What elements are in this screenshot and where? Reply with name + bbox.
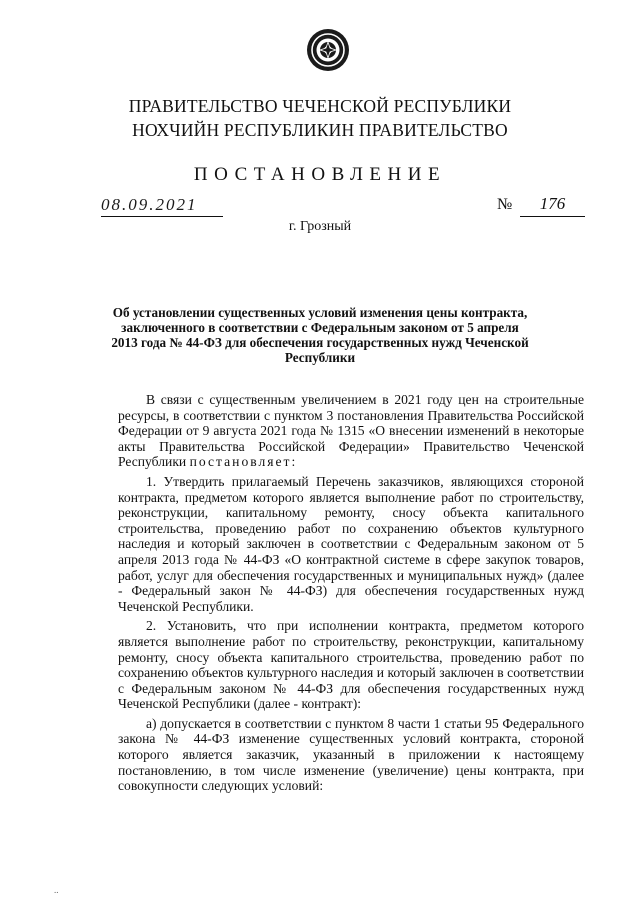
number-sign: №: [497, 196, 513, 213]
document-date: 08.09.2021: [101, 194, 223, 217]
paragraph-preamble: [118, 392, 584, 470]
paragraph-2a: а) допускается в соответствии с пунктом 8 части 1 статьи 95 Федерального закона № 44-ФЗ изменение существенных условий контракта, стороной которого является заказчик, указанный в приложении к настоящему постановлению, в том числе изменение (увеличение) цены контракта, при совокупности следующих условий:: [118, 715, 584, 794]
document-body: [118, 392, 584, 798]
government-name-ru: ПРАВИТЕЛЬСТВО ЧЕЧЕНСКОЙ РЕСПУБЛИКИ: [128, 96, 512, 116]
page-mark: ..: [54, 885, 59, 895]
city: г. Грозный: [288, 219, 352, 234]
paragraph-2: 2. Установить, что при исполнении контракта, предметом которого является выполнение работ по строительству, реконструкции, капитальному ремонту, сносу объекта капитального строительства, проведению работ по сохранению объектов культурного наследия и который заключен в соответствии с Федеральным законом № 44-ФЗ для обеспечения государственных нужд Чеченской Республики (далее - контракт):: [118, 618, 584, 712]
government-name-ce: НОХЧИЙН РЕСПУБЛИКИН ПРАВИТЕЛЬСТВО: [132, 120, 508, 140]
document-number: 176: [520, 192, 585, 217]
emblem-icon: [306, 28, 350, 72]
decree-word: постановляет:: [189, 454, 298, 470]
document-type: ПОСТАНОВЛЕНИЕ: [193, 164, 447, 185]
preamble-text: В связи с существенным увеличением в 2021 году цен на строительные ресурсы, в соответствии с пунктом 3 постановления Правительства Российской Федерации от 9 августа 2021 года № 1315 «О внесении изменений в некоторые акты Правительства Российской Федерации» Правительство Чеченской Республики: [118, 392, 584, 470]
paragraph-1: 1. Утвердить прилагаемый Перечень заказчиков, являющихся стороной контракта, предметом которого является выполнение работ по строительству, реконструкции, капитальному ремонту, сносу объекта капитального строительства, проведению работ по сохранению объектов культурного наследия и который заключен в соответствии с Федеральным законом от 5 апреля 2013 года № 44-ФЗ «О контрактной системе в сфере закупок товаров, работ, услуг для обеспечения государственных и муниципальных нужд» (далее - Федеральный закон № 44-ФЗ) для обеспечения государственных нужд Чеченской Республики.: [118, 473, 584, 614]
document-title: Об установлении существенных условий изменения цены контракта, заключенного в соответствии с Федеральным законом от 5 апреля 2013 года № 44-ФЗ для обеспечения государственных нужд Чеченской Республики: [111, 305, 529, 365]
